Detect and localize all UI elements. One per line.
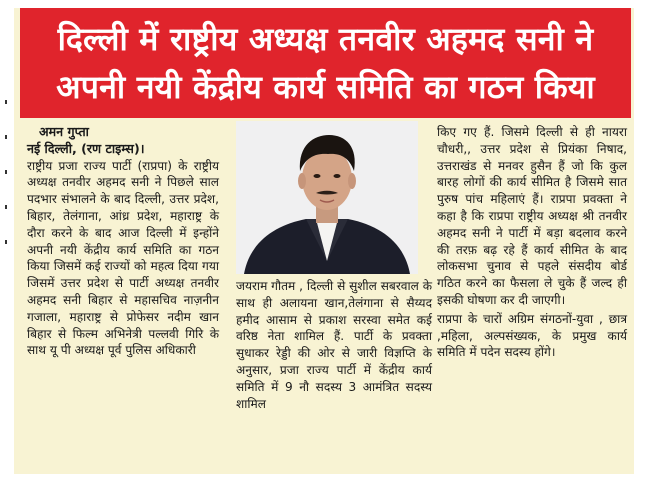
margin-mark (5, 100, 7, 104)
portrait-image (236, 121, 418, 274)
headline-line-1: दिल्ली में राष्ट्रीय अध्यक्ष तनवीर अहमद सनी ने (57, 20, 594, 58)
dateline: नई दिल्ली, (रण टाइम्स)। (27, 140, 145, 156)
column-3-paragraph-2: राप्रपा के चारों अग्रिम संगठनों-युवा , छात्र ,महिला, अल्पसंख्यक, के प्रमुख कार्य समिति में पदेन सदस्य होंगे। (437, 311, 627, 360)
margin-mark (5, 240, 7, 244)
article-column-1 (27, 124, 219, 359)
article-column-3 (437, 124, 627, 361)
column-3-paragraph-1: किए गए हैं. जिसमे दिल्ली से ही नायरा चौधरी,, उत्तर प्रदेश से प्रियंका निषाद, उत्तराखंड से मनवर हुसैन हैं जो कि कुल बारह लोगों की कार्य सीमित है जिसमे सात पुरुष पांच महिलाएं हैं। राप्रपा प्रवक्ता ने कहा है कि राप्रपा राष्ट्रीय अध्यक्ष श्री तनवीर अहमद सनी ने पार्टी में बड़ा बदलाव करने की तरफ़ बढ़ रहे हैं कार्य सीमित के बाद लोकसभा चुनाव से पहले संसदीय बोर्ड गठित करने का फैसला ले चुके हैं जल्द ही इसकी घोषणा कर दी जाएगी। (437, 125, 627, 307)
portrait-photo (236, 121, 418, 274)
column-2-text: जयराम गौतम , दिल्ली से सुशील सबरवाल के साथ ही अलायना खान,तेलंगाना से सैय्यद हमीद आसाम से प्रकाश सरस्वा समेत कई वरिष्ठ नेता शामिल हैं. पार्टी के प्रवक्ता सुधाकर रेड्डी की ओर से जारी विज्ञप्ति के अनुसार, प्रजा राज्य पार्टी में केंद्रीय कार्य समिति में 9 नौ सदस्य 3 आमंत्रित सदस्य शामिल (236, 279, 432, 411)
margin-mark (5, 170, 7, 174)
byline: अमन गुप्ता (39, 124, 89, 139)
margin-mark (5, 205, 7, 209)
article-column-2 (236, 278, 432, 412)
headline-banner (20, 8, 631, 118)
column-1-text: राष्ट्रीय प्रजा राज्य पार्टी (राप्रपा) के राष्ट्रीय अध्यक्ष तनवीर अहमद सनी ने पिछले साल पदभार संभालने के बाद दिल्ली, उत्तर प्रदेश, बिहार, तेलंगाना, आंध्र प्रदेश, महाराष्ट्र के दौरा करने के बाद आज दिल्ली में इन्होंने अपनी नयी केंद्रीय कार्य समिति का गठन किया जिसमें कई राज्यों को महत्व दिया गया जिसमें उत्तर प्रदेश से पार्टी अध्यक्ष तनवीर अहमद सनी बिहार से महासचिव नाज़नीन गजाला, महाराष्ट्र से प्रोफेसर नदीम खान बिहार से फिल्म अभिनेत्री पल्लवी गिरि के साथ यू पी अध्यक्ष पूर्व पुलिस अधिकारी (27, 158, 219, 358)
margin-mark (5, 135, 7, 139)
headline-line-2: अपनी नयी केंद्रीय कार्य समिति का गठन किया (56, 68, 595, 106)
